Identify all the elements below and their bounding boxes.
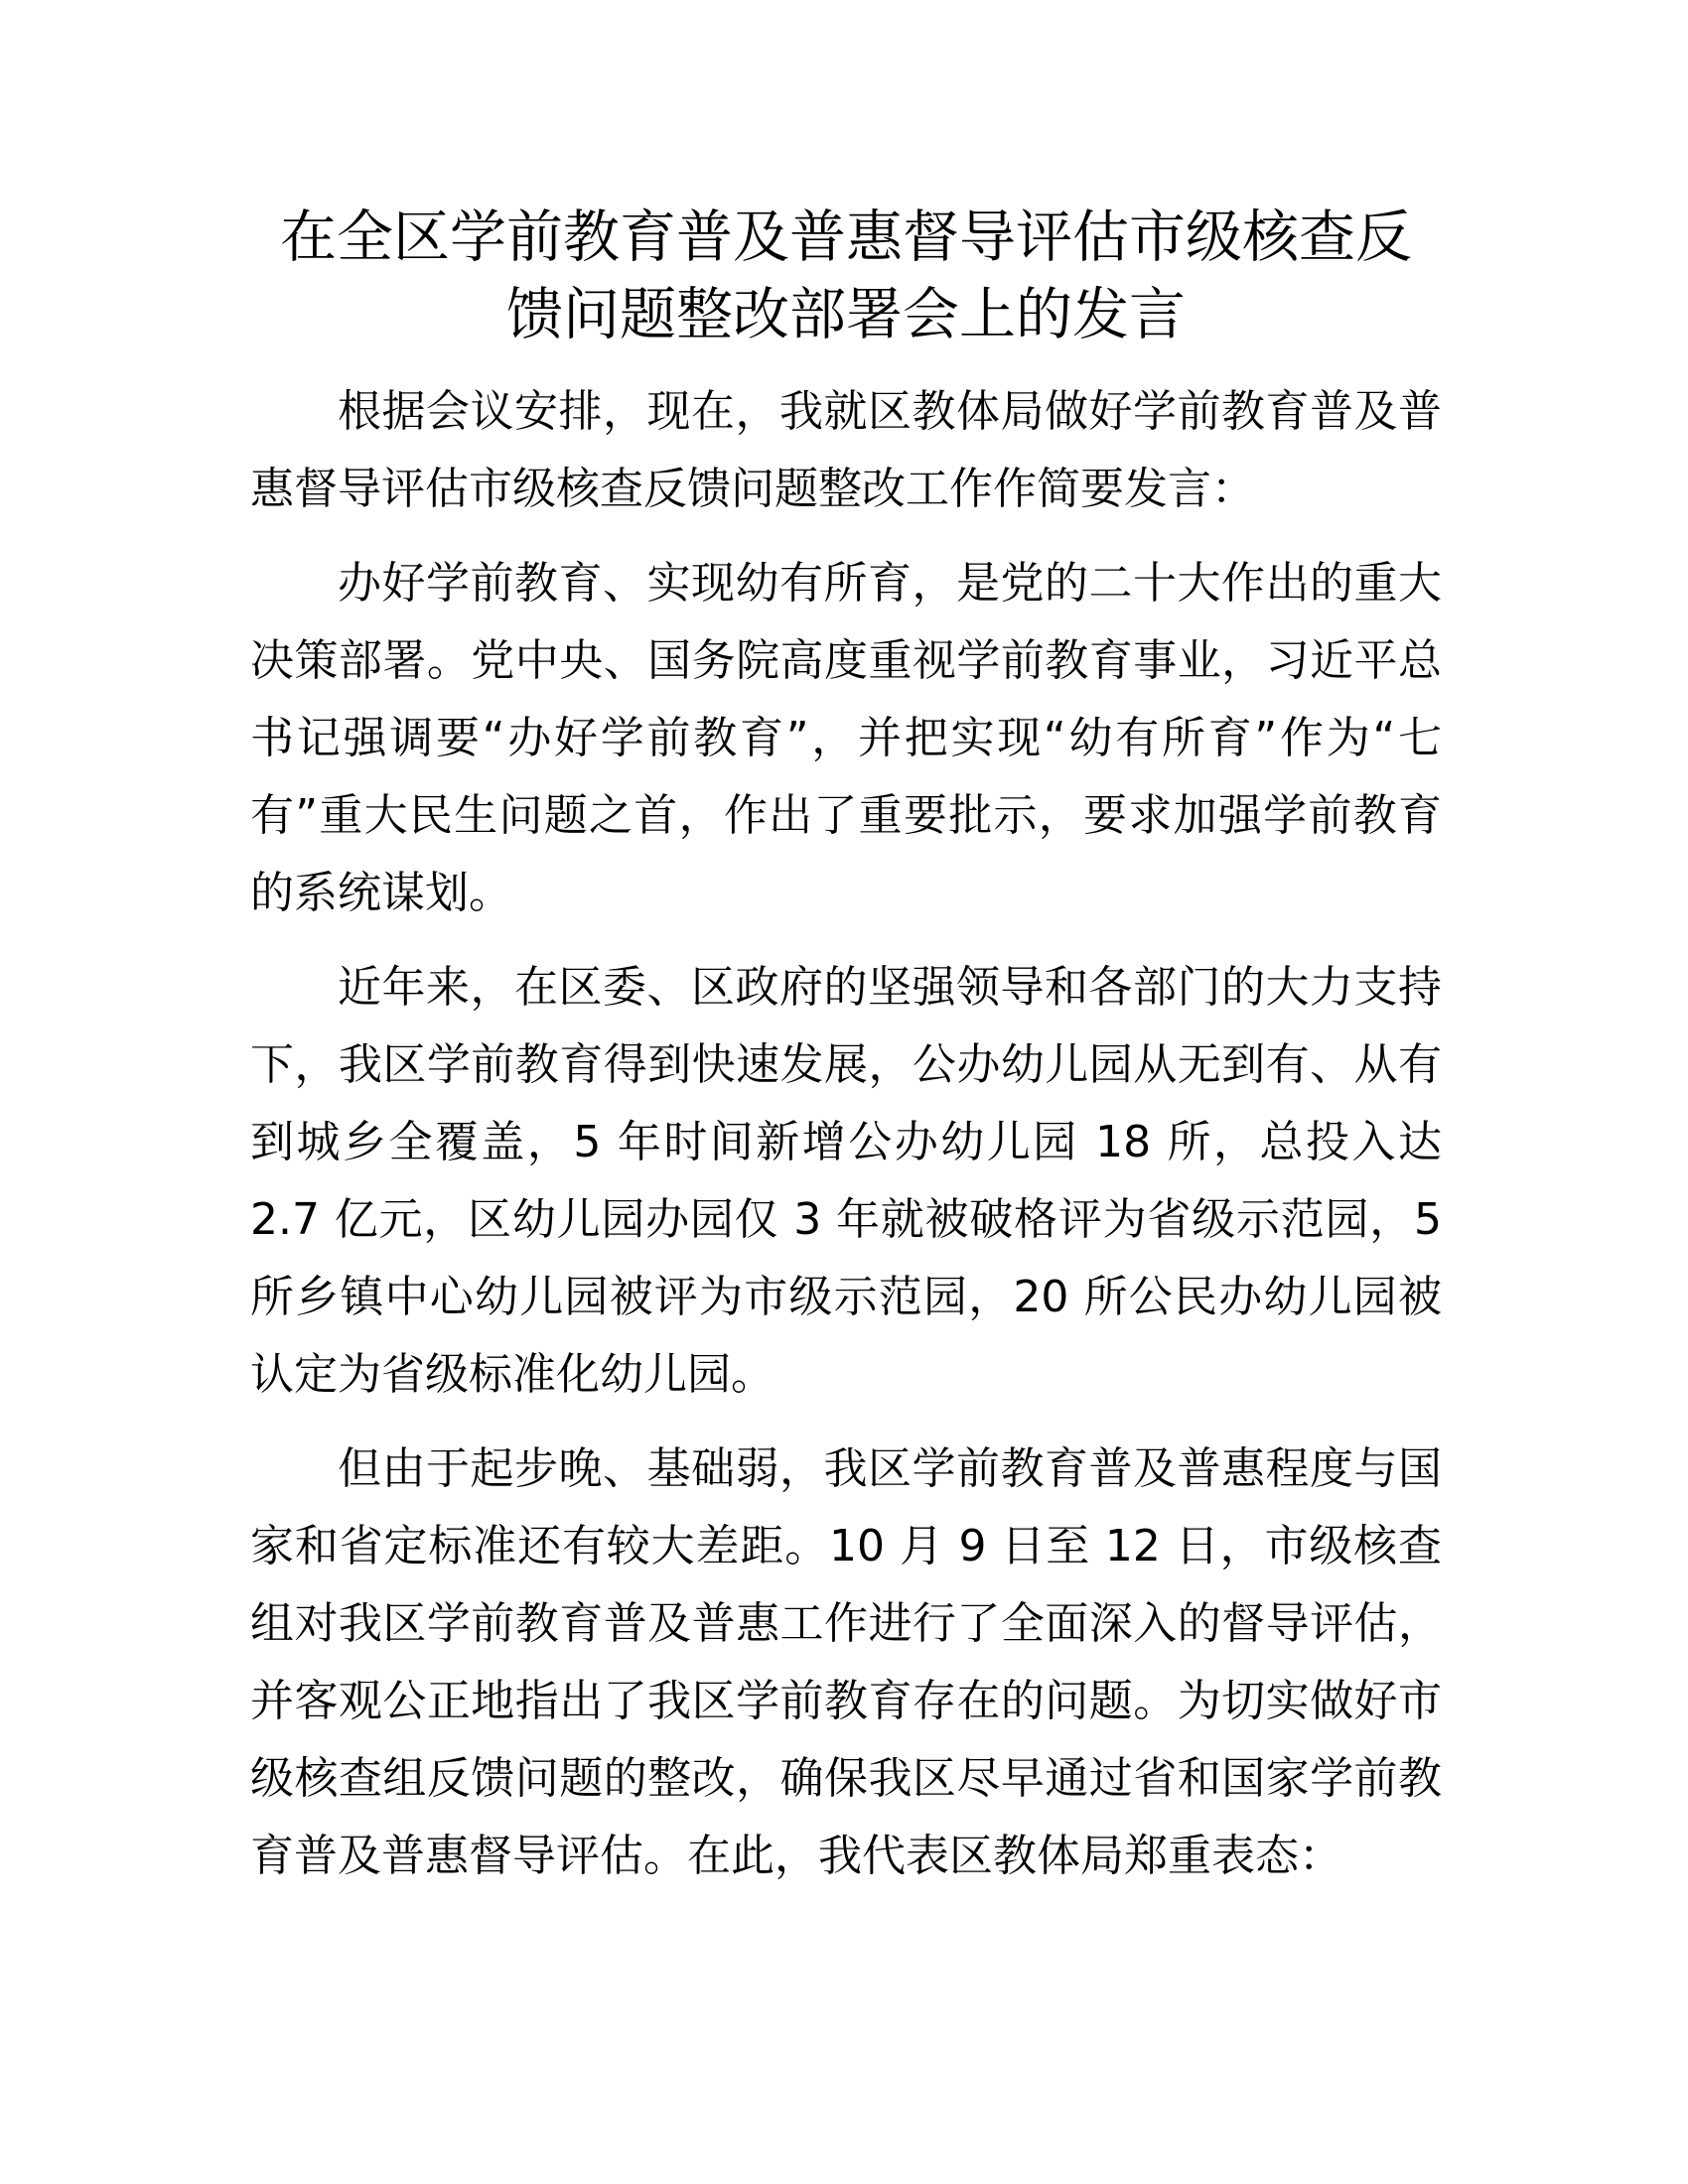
text-line: 并客观公正地指出了我区学前教育存在的问题。为切实做好市	[250, 1676, 1442, 1726]
text-line: 近年来，在区委、区政府的坚强领导和各部门的大力支持	[338, 962, 1442, 1013]
paragraph-policy-background	[250, 545, 1442, 932]
document-title	[250, 199, 1442, 353]
paragraph-problems-and-commitment	[250, 1431, 1442, 1895]
text-line: 惠督导评估市级核查反馈问题整改工作作简要发言：	[250, 464, 1255, 514]
title-line: 馈问题整改部署会上的发言	[506, 282, 1186, 347]
text-line: 认定为省级标准化幼儿园。	[250, 1349, 774, 1400]
text-line: 所乡镇中心幼儿园被评为市级示范园，20 所公民办幼儿园被	[250, 1272, 1442, 1322]
text-line: 2.7 亿元，区幼儿园办园仅 3 年就被破格评为省级示范园，5	[250, 1194, 1442, 1245]
text-line: 级核查组反馈问题的整改，确保我区尽早通过省和国家学前教	[250, 1753, 1442, 1804]
text-line: 决策部署。党中央、国务院高度重视学前教育事业，习近平总	[250, 635, 1442, 686]
text-line: 组对我区学前教育普及普惠工作进行了全面深入的督导评估，	[250, 1598, 1442, 1649]
document-page	[250, 199, 1442, 1912]
text-line: 育普及普惠督导评估。在此，我代表区教体局郑重表态：	[250, 1831, 1342, 1881]
text-line: 有”重大民生问题之首，作出了重要批示，要求加强学前教育	[250, 790, 1442, 841]
paragraph-achievements	[250, 949, 1442, 1414]
text-line: 但由于起步晚、基础弱，我区学前教育普及普惠程度与国	[338, 1443, 1442, 1494]
text-line: 书记强调要“办好学前教育”，并把实现“幼有所育”作为“七	[250, 713, 1442, 763]
paragraph-intro	[250, 373, 1442, 528]
text-line: 办好学前教育、实现幼有所育，是党的二十大作出的重大	[338, 558, 1442, 609]
text-line: 到城乡全覆盖，5 年时间新增公办幼儿园 18 所，总投入达	[250, 1117, 1442, 1167]
text-line: 家和省定标准还有较大差距。10 月 9 日至 12 日，市级核查	[250, 1521, 1442, 1571]
title-line: 在全区学前教育普及普惠督导评估市级核查反	[280, 205, 1412, 270]
text-line: 根据会议安排，现在，我就区教体局做好学前教育普及普	[338, 386, 1442, 437]
text-line: 的系统谋划。	[250, 868, 512, 918]
text-line: 下，我区学前教育得到快速发展，公办幼儿园从无到有、从有	[250, 1039, 1442, 1090]
